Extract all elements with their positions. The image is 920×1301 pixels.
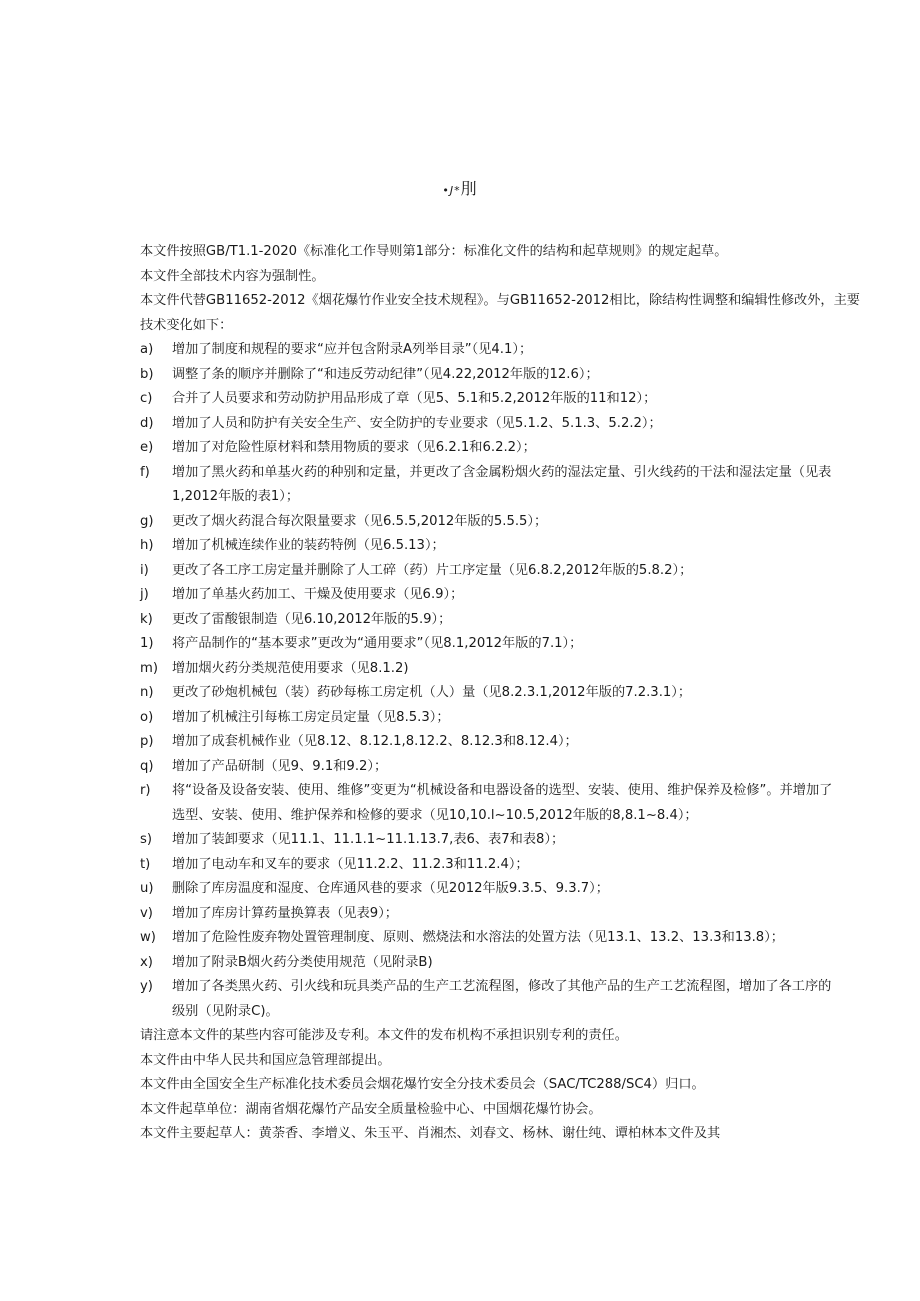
closing-paragraph-committee xyxy=(140,1073,840,1098)
page-title xyxy=(0,178,920,202)
list-item-text: 增加了附录B烟火药分类使用规范（见附录B) xyxy=(172,954,433,970)
closing-paragraph-text: 本文件起草单位：湖南省烟花爆竹产品安全质量检验中心、中国烟花爆竹协会。 xyxy=(140,1101,602,1117)
list-item xyxy=(140,926,840,951)
list-marker: r) xyxy=(140,783,151,798)
list-item xyxy=(140,657,840,682)
list-item-text: 增加了机械连续作业的装药特例（见6.5.13）； xyxy=(172,538,445,553)
list-item xyxy=(140,779,840,828)
closing-paragraph-patent xyxy=(140,1024,840,1049)
list-item xyxy=(140,681,840,706)
intro-paragraph-1 xyxy=(140,240,840,265)
list-marker: m) xyxy=(140,660,158,676)
closing-paragraph-text: 本文件由全国安全生产标准化技术委员会烟花爆竹安全分技术委员会（SAC/TC288/SC4）归口。 xyxy=(140,1077,705,1092)
list-marker: b) xyxy=(140,366,154,382)
list-item xyxy=(140,608,840,633)
intro-paragraph-3 xyxy=(108,289,870,338)
list-item-text: 增加了人员和防护有关安全生产、安全防护的专业要求（见5.1.2、5.1.3、5.2.2）； xyxy=(172,415,662,431)
list-item xyxy=(140,510,840,535)
intro-paragraph-2 xyxy=(140,265,840,290)
list-marker: j) xyxy=(140,587,149,602)
list-marker: p) xyxy=(140,734,154,749)
list-item xyxy=(140,828,840,853)
list-item xyxy=(140,730,840,755)
list-marker: 1) xyxy=(140,636,154,651)
title-text: 刖 xyxy=(460,179,478,198)
list-item xyxy=(140,363,840,388)
list-item-text: 删除了库房温度和湿度、仓库通风巷的要求（见2012年版9.3.5、9.3.7）； xyxy=(172,881,609,896)
list-marker: a) xyxy=(140,342,154,357)
document-body xyxy=(140,240,860,1147)
list-item xyxy=(140,583,840,608)
changes-list xyxy=(140,338,840,1024)
list-item-text: 增加了制度和规程的要求“应并包含附录A列举目录”（见4.1）； xyxy=(172,342,533,357)
list-item xyxy=(140,706,840,731)
list-item-text: 增加了黑火药和单基火药的种别和定量，并更改了含金属粉烟火药的湿法定量、引火线药的干法和湿法定量（见表1,2012年版的表1）； xyxy=(172,464,832,504)
list-marker: i) xyxy=(140,562,149,578)
list-item-text: 增加了对危险性原材料和禁用物质的要求（见6.2.1和6.2.2）； xyxy=(172,440,536,455)
list-item-text: 增加了各类黑火药、引火线和玩具类产品的生产工艺流程图，修改了其他产品的生产工艺流程图，增加了各工序的级别（见附录C)。 xyxy=(172,979,832,1019)
closing-paragraph-proposer xyxy=(140,1049,840,1074)
list-marker: y) xyxy=(140,979,153,994)
list-item-text: 增加了产品研制（见9、9.1和9.2）； xyxy=(172,758,388,774)
list-item-text: 调整了条的顺序并删除了“和违反劳动纪律”（见4.22,2012年版的12.6）； xyxy=(172,366,599,382)
closing-paragraph-text: 本文件由中华人民共和国应急管理部提出。 xyxy=(140,1052,391,1068)
list-item xyxy=(140,632,840,657)
list-item xyxy=(140,412,840,437)
list-item-text: 增加了电动车和叉车的要求（见11.2.2、11.2.3和11.2.4）； xyxy=(172,856,529,872)
list-item xyxy=(140,902,840,927)
title-prefix: •J* xyxy=(442,184,461,197)
list-item-text: 增加了机械注引每栋工房定员定量（见8.5.3）； xyxy=(172,709,450,725)
intro-paragraph-text: 本文件全部技术内容为强制性。 xyxy=(140,268,325,284)
list-item-text: 更改了砂炮机械包（装）药砂每栋工房定机（人）量（见8.2.3.1,2012年版的7.2.3.1）； xyxy=(172,685,692,700)
list-marker: f) xyxy=(140,464,150,480)
list-item-text: 增加了危险性废弃物处置管理制度、原则、燃烧法和水溶法的处置方法（见13.1、13.2、13.3和13.8）； xyxy=(172,930,784,945)
list-item-text: 更改了雷酸银制造（见6.10,2012年版的5.9）； xyxy=(172,611,452,627)
list-item xyxy=(140,461,840,510)
list-item xyxy=(140,951,840,976)
list-marker: c) xyxy=(140,391,153,406)
list-item-text: 更改了各工序工房定量并删除了人工碎（药）片工序定量（见6.8.2,2012年版的5.8.2）； xyxy=(172,562,693,578)
list-marker: e) xyxy=(140,440,154,455)
list-item xyxy=(140,853,840,878)
list-marker: t) xyxy=(140,856,151,872)
list-item-text: 增加烟火药分类规范使用要求（见8.1.2) xyxy=(172,660,409,676)
list-marker: g) xyxy=(140,513,154,529)
list-marker: h) xyxy=(140,538,154,553)
list-item-text: 增加了装卸要求（见11.1、11.1.1~11.1.13.7,表6、表7和表8）； xyxy=(172,832,565,847)
list-item-text: 将产品制作的“基本要求”更改为“通用要求”（见8.1,2012年版的7.1）； xyxy=(172,636,583,651)
closing-paragraph-drafting-unit xyxy=(140,1098,840,1123)
list-item-text: 合并了人员要求和劳动防护用品形成了章（见5、5.1和5.2,2012年版的11和12）； xyxy=(172,391,657,406)
list-marker: d) xyxy=(140,415,154,431)
list-item xyxy=(140,338,840,363)
list-item-text: 更改了烟火药混合每次限量要求（见6.5.5,2012年版的5.5.5）； xyxy=(172,513,548,529)
list-marker: u) xyxy=(140,881,154,896)
closing-paragraph-drafters xyxy=(140,1122,840,1147)
list-item-text: 增加了单基火药加工、干燥及使用要求（见6.9）； xyxy=(172,587,464,602)
list-item-text: 将“设备及设备安装、使用、维修”变更为“机械设备和电器设备的选型、安装、使用、维护保养及检修”。并增加了选型、安装、使用、维护保养和检修的要求（见10,10.l~10.5,2012年版的8,8.1~8.4）； xyxy=(172,783,833,823)
list-item xyxy=(140,755,840,780)
list-item xyxy=(140,534,840,559)
list-item xyxy=(140,387,840,412)
list-marker: o) xyxy=(140,709,154,725)
list-item-text: 增加了库房计算药量换算表（见表9）； xyxy=(172,905,398,921)
list-marker: k) xyxy=(140,611,153,627)
list-item xyxy=(140,877,840,902)
list-item xyxy=(140,436,840,461)
intro-paragraph-text: 本文件按照GB/T1.1-2020《标准化工作导则第1部分：标准化文件的结构和起草规则》的规定起草。 xyxy=(140,244,728,259)
list-marker: v) xyxy=(140,905,153,921)
list-marker: x) xyxy=(140,954,153,970)
closing-paragraph-text: 本文件主要起草人：黄荼香、李增义、朱玉平、肖湘杰、刘春文、杨林、谢仕纯、谭柏林本文件及其 xyxy=(140,1126,721,1141)
list-marker: n) xyxy=(140,685,154,700)
intro-paragraph-text: 本文件代替GB11652-2012《烟花爆竹作业安全技术规程》。与GB11652-2012相比，除结构性调整和编辑性修改外，主要技术变化如下： xyxy=(140,293,860,333)
list-item xyxy=(140,975,840,1024)
list-item-text: 增加了成套机械作业（见8.12、8.12.1,8.12.2、8.12.3和8.12.4）； xyxy=(172,734,578,749)
list-marker: q) xyxy=(140,758,154,774)
list-marker: s) xyxy=(140,832,153,847)
list-item xyxy=(140,559,840,584)
list-marker: w) xyxy=(140,930,156,945)
closing-paragraph-text: 请注意本文件的某些内容可能涉及专利。本文件的发布机构不承担识别专利的责任。 xyxy=(140,1028,628,1043)
